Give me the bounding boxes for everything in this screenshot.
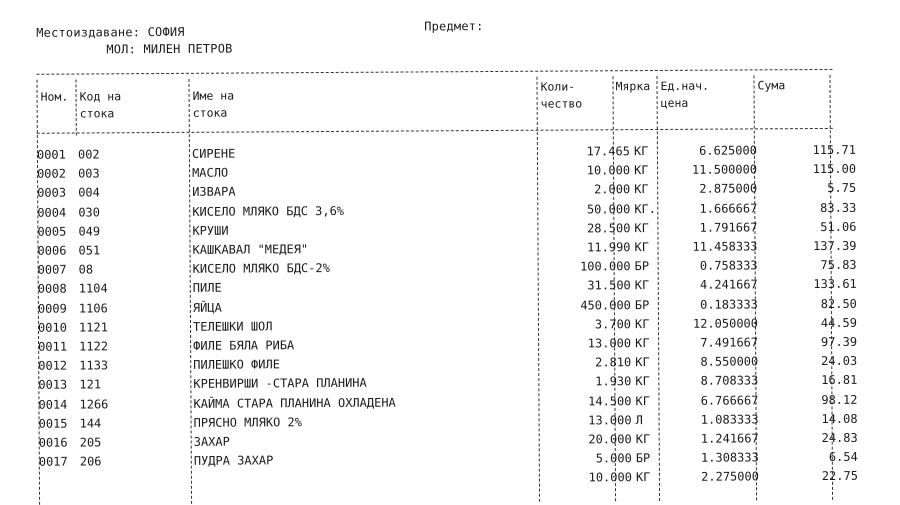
item-unit: КГ (634, 316, 650, 331)
item-sum: 24.83 (821, 430, 858, 445)
table-row (39, 469, 858, 493)
item-quantity: 100.000 (580, 259, 631, 274)
item-sum: 115.71 (812, 142, 856, 158)
item-quantity: 50.000 (586, 201, 631, 217)
item-sum: 82.50 (820, 296, 857, 311)
item-name: ТЕЛЕШКИ ШОЛ (192, 319, 273, 334)
col-header-qty-2: чество (540, 96, 583, 111)
item-code: 1104 (78, 281, 108, 296)
row-number: 0002 (37, 166, 67, 181)
item-unit-price: 4.241667 (699, 277, 758, 293)
item-quantity: 5.000 (595, 451, 632, 466)
item-sum: 133.61 (813, 277, 857, 292)
row-number: 0001 (36, 147, 66, 162)
place-label: Местоиздаване: (36, 25, 141, 40)
item-unit-price: 12.050000 (692, 316, 759, 331)
row-number: 0005 (37, 224, 67, 239)
item-unit-price: 1.791667 (699, 220, 758, 235)
item-unit: КГ (634, 182, 649, 197)
item-unit: КГ (635, 393, 650, 408)
item-name: ПУДРА ЗАХАР (193, 453, 274, 469)
item-sum: 22.75 (821, 469, 858, 484)
mol-label: МОЛ: (106, 42, 137, 57)
item-unit: КГ (634, 220, 649, 235)
item-name: КРЕНВИРШИ -СТАРА ПЛАНИНА (193, 376, 367, 392)
row-number: 0004 (37, 205, 67, 220)
row-number: 0016 (38, 435, 68, 450)
item-quantity: 2.810 (595, 355, 632, 370)
table-header-rule (37, 128, 833, 134)
item-sum: 6.54 (828, 449, 858, 465)
item-unit-price: 8.708333 (700, 373, 759, 389)
item-code: 004 (78, 185, 100, 200)
item-unit-price: 1.241667 (700, 431, 759, 446)
item-name: СИРЕНЕ (191, 146, 236, 161)
item-quantity: 450.000 (580, 297, 631, 313)
row-number: 0010 (37, 320, 67, 335)
item-unit: Л (635, 412, 643, 427)
item-quantity: 10.000 (586, 163, 631, 178)
row-number: 0015 (38, 416, 68, 431)
item-name: ЯЙЦА (192, 300, 222, 315)
col-header-code-2: стока (79, 106, 115, 121)
col-header-price-1: Ед.нач. (660, 78, 710, 93)
item-name: КИСЕЛО МЛЯКО БДС-2% (192, 261, 330, 277)
item-unit-price: 0.183333 (700, 296, 758, 312)
item-code: 121 (79, 377, 102, 392)
item-quantity: 17.465 (586, 144, 630, 159)
item-quantity: 20.000 (588, 432, 632, 447)
item-quantity: 14.500 (588, 393, 632, 409)
item-name: ЗАХАР (193, 434, 230, 449)
item-unit: КГ (635, 470, 651, 485)
col-header-price-2: цена (660, 95, 689, 110)
item-name: КАЙМА СТАРА ПЛАНИНА ОХЛАДЕНА (193, 395, 396, 411)
item-unit: БР (634, 297, 650, 312)
item-unit: КГ (633, 144, 649, 159)
item-name: ПИЛЕ (192, 281, 222, 296)
row-number: 0003 (37, 185, 67, 201)
item-unit: КГ (635, 374, 650, 389)
item-code: 051 (78, 243, 101, 258)
item-code: 049 (78, 224, 101, 239)
item-sum: 16.81 (821, 373, 858, 388)
item-unit-price: 6.766667 (700, 392, 759, 408)
item-unit: БР (634, 259, 650, 274)
item-sum: 115.00 (812, 161, 857, 177)
item-code: 030 (78, 204, 101, 220)
item-quantity: 11.990 (587, 240, 631, 255)
item-unit-price: 1.308333 (700, 450, 759, 465)
item-name: ИЗВАРА (192, 184, 236, 200)
item-unit: КГ (635, 336, 650, 351)
item-sum: 51.06 (820, 219, 857, 234)
col-header-sum: Сума (757, 78, 786, 93)
item-unit-price: 0.758333 (699, 258, 758, 273)
item-sum: 75.83 (820, 257, 857, 273)
item-unit: КГ (635, 432, 651, 447)
col-header-name-2: стока (192, 105, 228, 120)
item-sum: 97.39 (820, 334, 858, 349)
item-code: 1121 (78, 320, 108, 335)
row-number: 0006 (37, 243, 67, 258)
row-number: 0008 (37, 281, 67, 297)
item-sum: 5.75 (827, 181, 857, 196)
item-unit-price: 11.500000 (691, 162, 758, 177)
item-sum: 137.39 (813, 238, 857, 254)
item-quantity: 13.000 (587, 336, 632, 351)
item-sum: 14.08 (821, 411, 858, 426)
item-unit-price: 1.083333 (700, 412, 759, 427)
row-number: 0013 (38, 377, 68, 393)
row-number: 0009 (37, 301, 67, 316)
item-unit-price: 1.666667 (699, 200, 758, 216)
item-unit-price: 2.875000 (699, 181, 758, 197)
item-unit: КГ (634, 163, 649, 178)
item-quantity: 1.930 (595, 374, 632, 389)
item-quantity: 28.500 (587, 220, 631, 236)
place-value: СОФИЯ (147, 24, 185, 40)
table-top-rule (36, 69, 832, 75)
subject-label: Предмет: (424, 19, 484, 34)
item-unit-price: 6.625000 (699, 143, 757, 158)
item-unit-price: 2.275000 (701, 469, 759, 485)
item-code (80, 473, 180, 474)
item-name: МАСЛО (192, 165, 229, 181)
item-unit: КГ (634, 278, 650, 293)
row-number: 0007 (37, 262, 67, 277)
item-quantity: 13.000 (588, 412, 632, 428)
item-name: КРУШИ (192, 223, 229, 238)
item-name: ФИЛЕ БЯЛА РИБА (193, 338, 295, 353)
col-header-unit: Мярка (615, 79, 651, 94)
item-code: 205 (79, 435, 102, 450)
mol-line (106, 42, 232, 57)
item-unit: КГ. (634, 201, 657, 216)
item-code: 1106 (78, 300, 108, 316)
col-header-no: Ном. (40, 89, 69, 104)
item-code: 1122 (79, 339, 109, 354)
item-unit-price: 8.550000 (700, 354, 759, 369)
item-name: ПИЛЕШКО ФИЛЕ (193, 357, 280, 373)
col-header-code-1: Код на (79, 89, 122, 104)
item-sum: 98.12 (821, 392, 858, 407)
item-quantity: 31.500 (587, 278, 631, 293)
item-unit: БР (635, 451, 651, 466)
item-name: КАШКАВАЛ "МЕДЕЯ" (192, 242, 309, 257)
col-header-qty-1: Коли- (540, 79, 576, 94)
row-number: 0014 (38, 397, 68, 412)
item-sum: 24.03 (821, 353, 858, 369)
item-sum: 83.33 (820, 200, 857, 215)
row-number: 0017 (38, 454, 68, 469)
item-name: КИСЕЛО МЛЯКО БДС 3,6% (192, 203, 345, 219)
item-code: 206 (79, 454, 102, 469)
item-unit: КГ (634, 240, 650, 255)
item-unit: КГ (635, 355, 650, 370)
item-code: 1133 (79, 358, 109, 373)
item-sum: 44.59 (820, 315, 858, 330)
item-unit-price: 7.491667 (700, 335, 759, 350)
item-code: 002 (77, 147, 100, 162)
item-quantity: 3.700 (594, 316, 632, 332)
item-code: 1266 (79, 396, 109, 412)
row-number: 0011 (38, 339, 68, 354)
item-code: 003 (78, 166, 100, 181)
row-number: 0012 (38, 358, 68, 373)
place-line (36, 25, 185, 40)
item-unit-price: 11.458333 (692, 239, 758, 254)
item-quantity: 10.000 (588, 470, 632, 485)
mol-value: МИЛЕН ПЕТРОВ (143, 41, 233, 57)
item-name: ПРЯСНО МЛЯКО 2% (193, 414, 303, 430)
item-code: 144 (79, 416, 102, 431)
item-code: 08 (78, 262, 94, 277)
item-quantity: 2.000 (594, 182, 631, 197)
col-sep (75, 80, 76, 136)
col-header-name-1: Име на (192, 88, 235, 103)
